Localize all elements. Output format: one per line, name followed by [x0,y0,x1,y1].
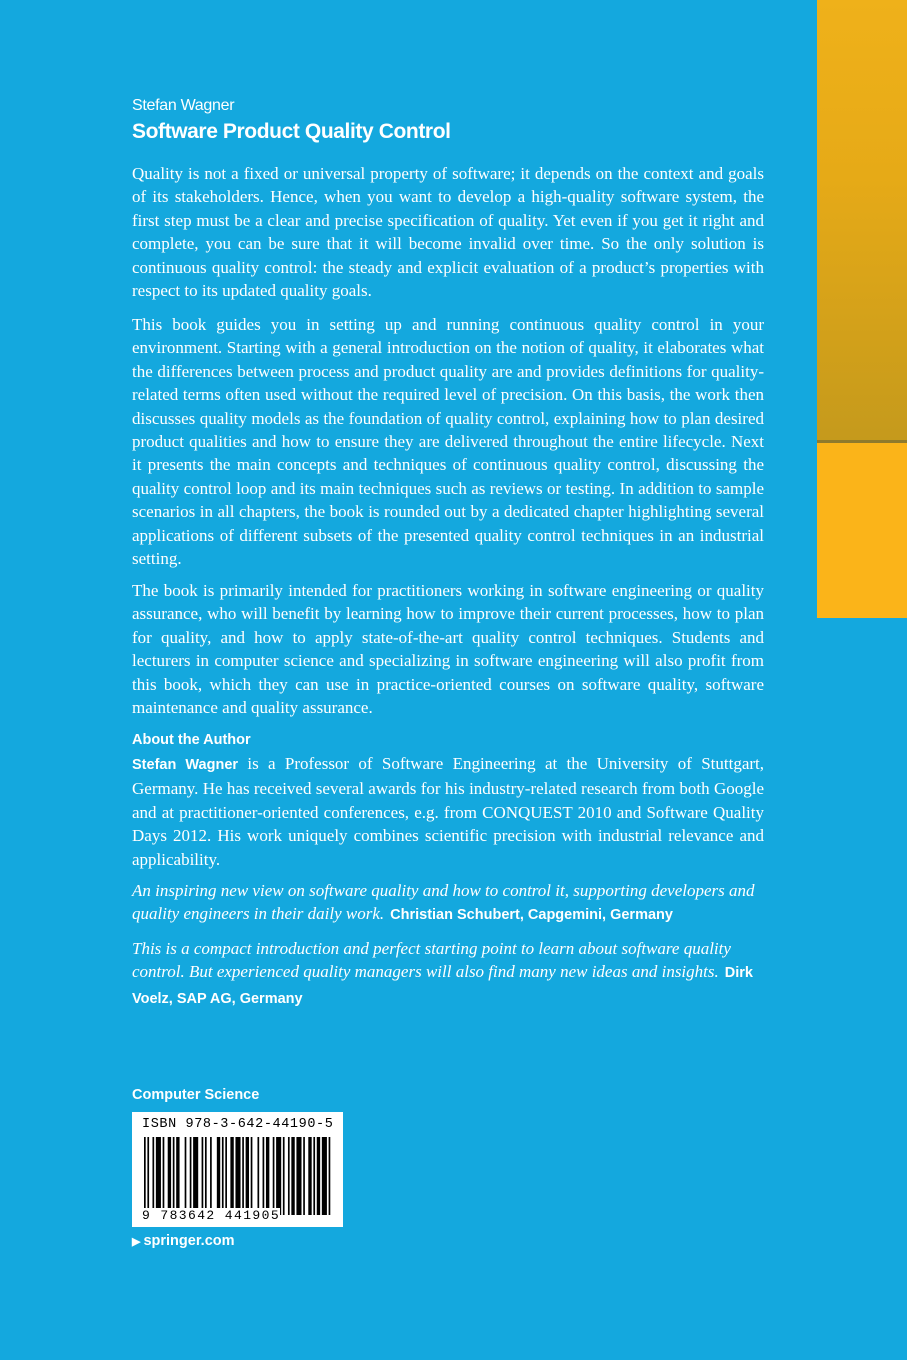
quote-text: An inspiring new view on software quality and how to control it, supporting developers and quality engineers in their daily work. [132,881,755,924]
spine-yellow-panel [817,443,907,618]
barcode-bar [173,1137,175,1215]
barcode-bar [276,1137,281,1215]
book-title: Software Product Quality Control [132,120,451,143]
barcode-bar [246,1137,249,1215]
barcode-bar [317,1137,320,1215]
barcode-bar [230,1137,233,1215]
barcode-bars [144,1137,332,1215]
subject-category: Computer Science [132,1087,260,1103]
barcode-bar [205,1137,207,1215]
spine-gold-panel [817,0,907,440]
review-quote-2 [132,937,764,1011]
barcode-bar [263,1137,265,1215]
barcode-bar [210,1137,212,1215]
barcode-bar [322,1137,327,1215]
about-author-bio: is a Professor of Software Engineering at the University of Stuttgart, Germany. He has received several awards for his industry-related research from both Google and at practitioner-oriented conferences, e.g. from CONQUEST 2010 and Software Quality Days 2012. His work uniquely combines scientific precision with industrial relevance and applicability. [132,754,764,869]
barcode-bar [156,1137,161,1215]
barcode-bar [152,1137,154,1215]
barcode-bar [308,1137,311,1215]
barcode-bar [176,1137,179,1215]
barcode-bar [266,1137,269,1215]
barcode-bar [190,1137,192,1215]
publisher-url: springer.com [143,1233,235,1249]
barcode-bar [193,1137,198,1215]
barcode-bar [251,1137,253,1215]
author-name: Stefan Wagner [132,97,235,114]
description-paragraph-3: The book is primarily intended for practitioners working in software engineering or quality assurance, who will benefit by learning how to improve their current processes, how to plan for quality, and how to apply state-of-the-art quality control techniques. Students and lecturers in computer science and specializing in software engineering will also profit from this book, which they can use in practice-oriented courses on software quality, software maintenance and quality assurance. [132,581,764,718]
barcode-bar [163,1137,165,1215]
about-author-text [132,752,764,871]
publisher-link[interactable] [132,1233,235,1249]
barcode-bar [242,1137,244,1215]
isbn-number: ISBN 978-3-642-44190-5 [142,1117,334,1132]
barcode-bar [217,1137,220,1215]
quote-text: This is a compact introduction and perfect starting point to learn about software quality control. But experienced quality managers will also find many new ideas and insights. [132,939,731,982]
isbn-barcode [132,1112,343,1227]
quote-attribution: Christian Schubert, Capgemini, Germany [390,907,673,924]
barcode-bar [257,1137,259,1215]
barcode-bar [313,1137,315,1215]
barcode-bar [168,1137,171,1215]
barcode-bar [329,1137,331,1215]
description-paragraph-1: Quality is not a fixed or universal property of software; it depends on the context and goals of its stakeholders. Hence, when you want to develop a high-quality software system, the first step must be a clear and precise specification of quality. Yet even if you get it right and complete, you can be sure that it will become invalid over time. So the only solution is continuous quality control: the steady and explicit evaluation of a product’s properties with respect to its updated quality goals. [132,164,764,301]
barcode-bar [202,1137,204,1215]
barcode-bar [288,1137,290,1215]
description-paragraph-2: This book guides you in setting up and running continuous quality control in your environment. Starting with a general introduction on the notion of quality, it elaborates what the differences between process and product quality are and provides definitions for quality-related terms often used without the required level of precision. On this basis, the work then discusses quality models as the foundation of quality control, explaining how to plan desired product qualities and how to ensure they are delivered throughout the entire lifecycle. Next it presents the main concepts and techniques of continuous quality control, discussing the quality control loop and its main techniques such as reviews or testing. In addition to sample scenarios in all chapters, the book is rounded out by a dedicated chapter highlighting several applications of different subsets of the presented quality control techniques in an industrial setting. [132,315,764,569]
review-quote-1 [132,879,764,928]
barcode-bar [273,1137,275,1215]
barcode-bar [283,1137,285,1215]
barcode-bar [303,1137,305,1215]
barcode-bar [144,1137,146,1215]
ean-number: 9 783642 441905 [142,1208,281,1223]
barcode-bar [291,1137,294,1215]
barcode-bar [222,1137,224,1215]
about-author-heading: About the Author [132,732,251,748]
about-author-name: Stefan Wagner [132,757,239,773]
barcode-bar [296,1137,301,1215]
barcode-bar [225,1137,227,1215]
barcode-bar [235,1137,240,1215]
quote-attribution: Dirk Voelz, SAP AG, Germany [132,965,753,1007]
barcode-bar [185,1137,187,1215]
arrow-right-icon: ▶ [132,1236,141,1248]
barcode-bar [147,1137,149,1215]
